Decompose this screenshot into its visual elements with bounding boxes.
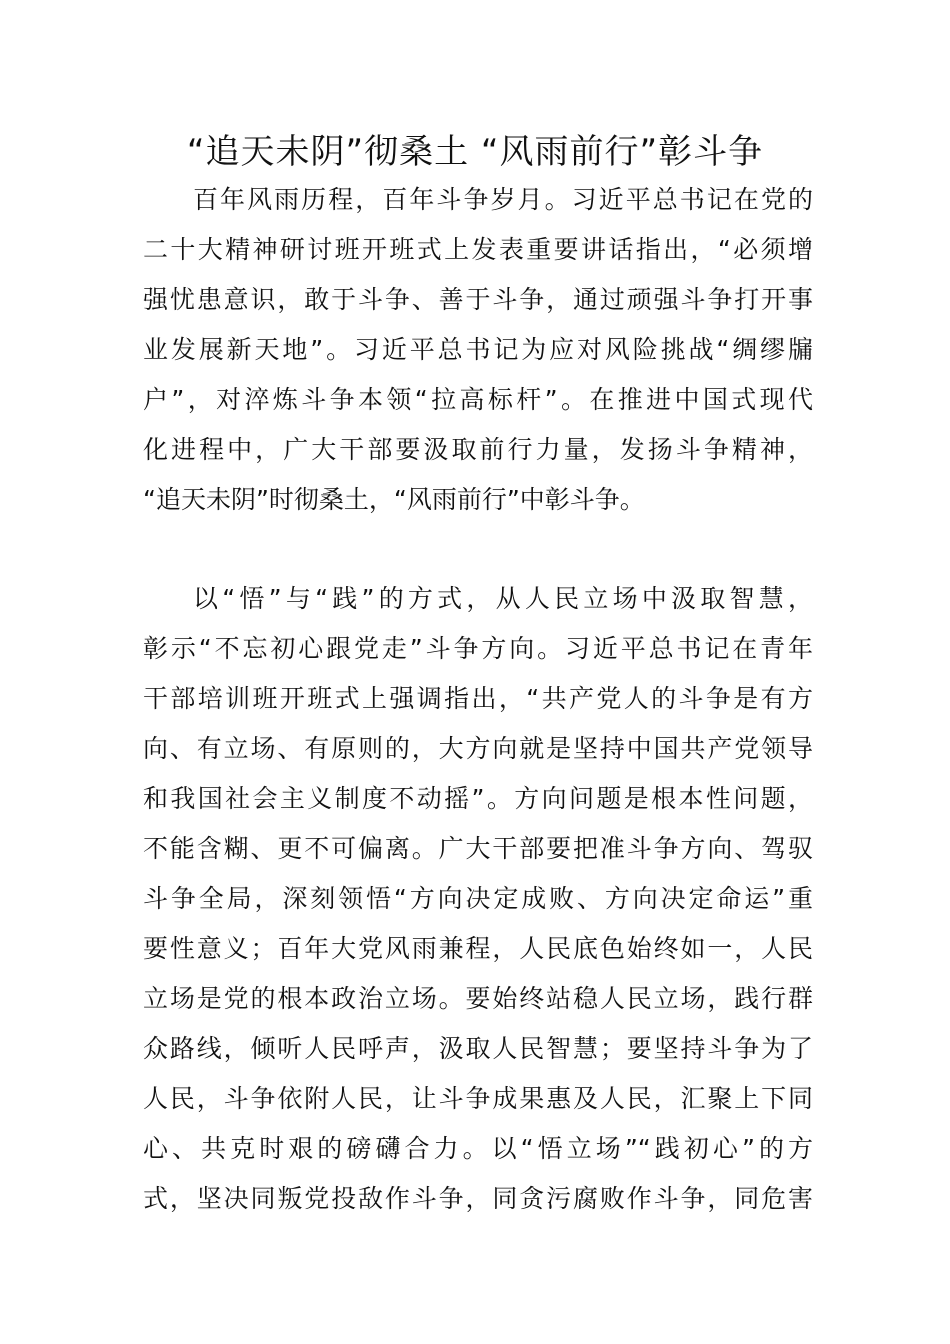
document-title: “追天未阴”彻桑土 “风雨前行”彰斗争 — [186, 132, 764, 172]
paragraph-2-line-7: 斗争全局，深刻领悟“方向决定成败、方向决定命运”重 — [143, 884, 813, 913]
paragraph-2-line-8: 要性意义；百年大党风雨兼程，人民底色始终如一，人民 — [143, 934, 813, 963]
paragraph-1-line-5: 户”，对淬炼斗争本领“拉高标杆”。在推进中国式现代 — [143, 385, 813, 414]
paragraph-2-line-2: 彰示“不忘初心跟党走”斗争方向。习近平总书记在青年 — [143, 634, 813, 663]
paragraph-2-line-6: 不能含糊、更不可偏离。广大干部要把准斗争方向、驾驭 — [143, 834, 813, 863]
paragraph-2-line-13: 式，坚决同叛党投敌作斗争，同贪污腐败作斗争，同危害 — [143, 1184, 813, 1213]
paragraph-2-line-12: 心、共克时艰的磅礴合力。以“悟立场”“践初心”的方 — [143, 1134, 813, 1163]
paragraph-2-line-11: 人民，斗争依附人民，让斗争成果惠及人民，汇聚上下同 — [143, 1084, 813, 1113]
paragraph-1-line-2: 二十大精神研讨班开班式上发表重要讲话指出，“必须增 — [143, 235, 813, 264]
paragraph-2-line-4: 向、有立场、有原则的，大方向就是坚持中国共产党领导 — [143, 734, 813, 763]
paragraph-1-line-1: 百年风雨历程，百年斗争岁月。习近平总书记在党的 — [193, 185, 813, 214]
paragraph-2-line-9: 立场是党的根本政治立场。要始终站稳人民立场，践行群 — [143, 984, 813, 1013]
paragraph-1-line-7: “追天未阴”时彻桑土，“风雨前行”中彰斗争。 — [143, 485, 645, 514]
paragraph-1-line-4: 业发展新天地”。习近平总书记为应对风险挑战“绸缪牖 — [143, 335, 813, 364]
paragraph-2-line-5: 和我国社会主义制度不动摇”。方向问题是根本性问题， — [143, 784, 813, 813]
paragraph-2-line-3: 干部培训班开班式上强调指出，“共产党人的斗争是有方 — [143, 684, 813, 713]
paragraph-2-line-10: 众路线，倾听人民呼声，汲取人民智慧；要坚持斗争为了 — [143, 1034, 813, 1063]
paragraph-1-line-6: 化进程中，广大干部要汲取前行力量，发扬斗争精神， — [143, 435, 813, 464]
paragraph-1-line-3: 强忧患意识，敢于斗争、善于斗争，通过顽强斗争打开事 — [143, 285, 813, 314]
paragraph-2-line-1: 以“悟”与“践”的方式，从人民立场中汲取智慧， — [193, 584, 813, 613]
